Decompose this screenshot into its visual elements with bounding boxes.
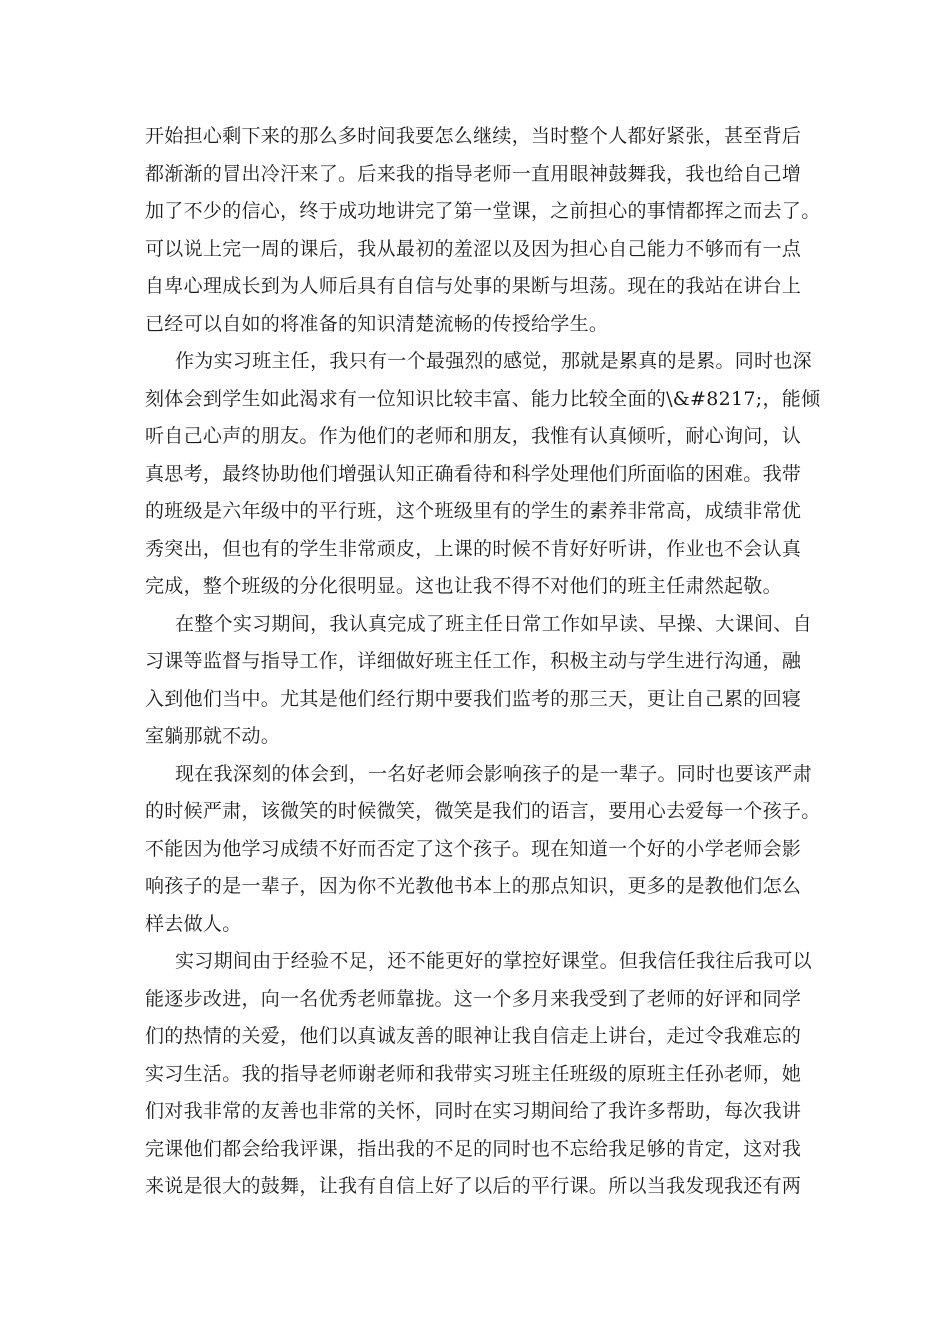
- text-line: 刻体会到学生如此渴求有一位知识比较丰富、能力比较全面的\&#8217;，能倾: [145, 387, 821, 410]
- paragraph-3: [145, 606, 812, 756]
- paragraph-2: [145, 343, 821, 606]
- text-line: 加了不少的信心，终于成功地讲完了第一堂课，之前担心的事情都挥之而去了。: [145, 200, 821, 222]
- text-line: 样去做人。: [145, 912, 242, 935]
- document-body: [145, 118, 821, 1206]
- text-line: 响孩子的是一辈子，因为你不光教他书本上的那点知识，更多的是教他们怎么: [145, 875, 802, 897]
- text-line: 在整个实习期间，我认真完成了班主任日常工作如早读、早操、大课间、自: [175, 612, 812, 635]
- text-line: 秀突出，但也有的学生非常顽皮，上课的时候不肯好好听讲，作业也不会认真: [145, 537, 802, 560]
- text-line: 们对我非常的友善也非常的关怀，同时在实习期间给了我许多帮助，每次我讲: [145, 1100, 802, 1122]
- text-line: 不能因为他学习成绩不好而否定了这个孩子。现在知道一个好的小学老师会影: [145, 837, 802, 860]
- paragraph-1: [145, 118, 821, 343]
- text-line: 室躺那就不动。: [145, 725, 281, 747]
- text-line: 完课他们都会给我评课，指出我的不足的同时也不忘给我足够的肯定，这对我: [145, 1137, 802, 1160]
- text-line: 的时候严肃，该微笑的时候微笑，微笑是我们的语言，要用心去爱每一个孩子。: [145, 800, 821, 822]
- text-line: 可以说上完一周的课后，我从最初的羞涩以及因为担心自己能力不够而有一点: [145, 237, 802, 260]
- text-line: 来说是很大的鼓舞，让我有自信上好了以后的平行课。所以当我发现我还有两: [145, 1175, 802, 1197]
- text-line: 们的热情的关爱，他们以真诚友善的眼神让我自信走上讲台，走过令我难忘的: [145, 1025, 802, 1047]
- text-line: 已经可以自如的将准备的知识清楚流畅的传授给学生。: [145, 312, 609, 335]
- text-line: 自卑心理成长到为人师后具有自信与处事的果断与坦荡。现在的我站在讲台上: [145, 275, 802, 297]
- text-line: 能逐步改进，向一名优秀老师靠拢。这一个多月来我受到了老师的好评和同学: [145, 987, 802, 1010]
- text-line: 入到他们当中。尤其是他们经行期中要我们监考的那三天，更让自己累的回寝: [145, 687, 802, 710]
- text-line: 真思考，最终协助他们增强认知正确看待和科学处理他们所面临的困难。我带: [145, 462, 802, 485]
- text-line: 现在我深刻的体会到，一名好老师会影响孩子的是一辈子。同时也要该严肃: [175, 762, 812, 785]
- text-line: 听自己心声的朋友。作为他们的老师和朋友，我惟有认真倾听，耐心询问，认: [145, 425, 802, 447]
- text-line: 开始担心剩下来的那么多时间我要怎么继续，当时整个人都好紧张，甚至背后: [145, 125, 802, 147]
- text-line: 习课等监督与指导工作，详细做好班主任工作，积极主动与学生进行沟通，融: [145, 650, 802, 672]
- paragraph-4: [145, 756, 821, 944]
- text-line: 作为实习班主任，我只有一个最强烈的感觉，那就是累真的是累。同时也深: [175, 350, 812, 372]
- text-line: 完成，整个班级的分化很明显。这也让我不得不对他们的班主任肃然起敬。: [145, 575, 782, 597]
- paragraph-5: [145, 943, 812, 1206]
- text-line: 实习生活。我的指导老师谢老师和我带实习班主任班级的原班主任孙老师，她: [145, 1062, 802, 1085]
- text-line: 的班级是六年级中的平行班，这个班级里有的学生的素养非常高，成绩非常优: [145, 500, 802, 522]
- text-line: 都渐渐的冒出冷汗来了。后来我的指导老师一直用眼神鼓舞我，我也给自己增: [145, 162, 802, 185]
- text-line: 实习期间由于经验不足，还不能更好的掌控好课堂。但我信任我往后我可以: [175, 950, 812, 972]
